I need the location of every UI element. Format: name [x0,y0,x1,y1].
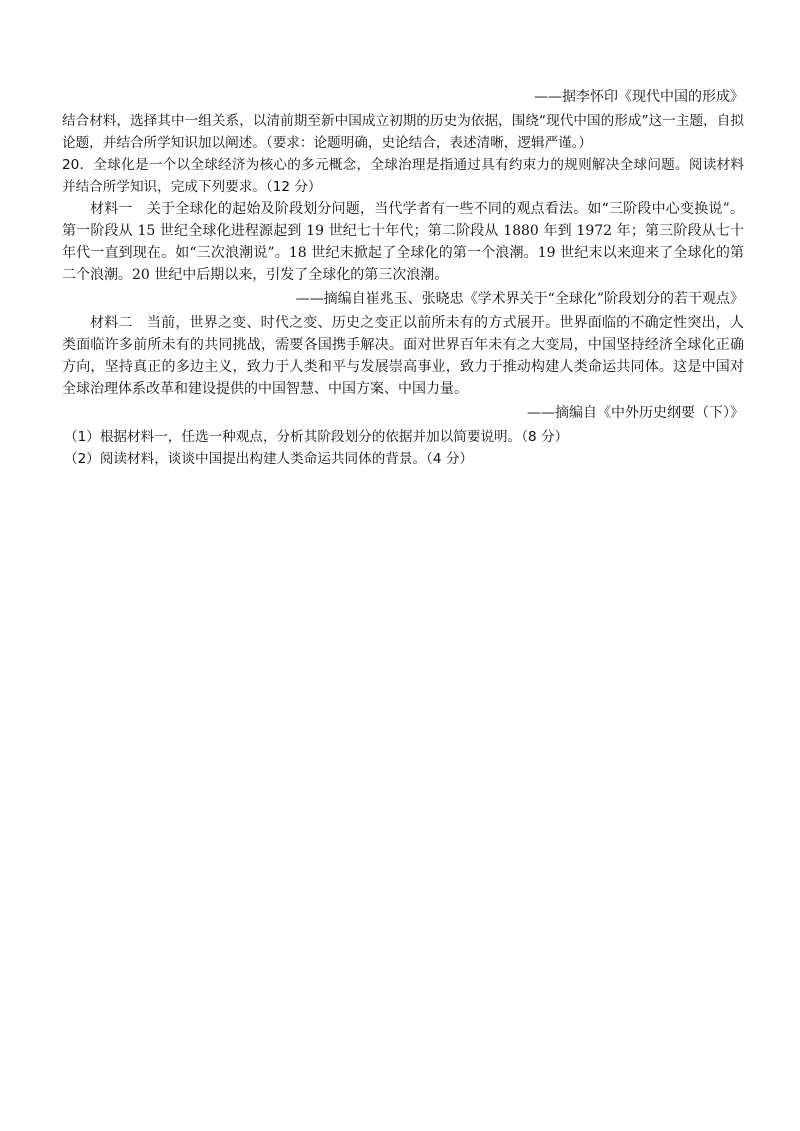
exam-page [62,84,744,470]
material-1-source: ——摘编自崔兆玉、张晓忠《学术界关于“全球化”阶段划分的若干观点》 [295,291,744,307]
material-1-text: 材料一 关于全球化的起始及阶段划分问题，当代学者有一些不同的观点看法。如“三阶段中心变换说”。第一阶段从 15 世纪全球化进程源起到 19 世纪七十年代；第二阶段从 1880 年到 1972 年；第三阶段从七十年代一直到现在。如“三次浪潮说”。18 世纪末掀起了全球化的第一个浪潮。19 世纪末以来迎来了全球化的第二个浪潮。20 世纪中后期以来，引发了全球化的第三次浪潮。 [62,201,744,283]
question-19-task: 结合材料，选择其中一组关系，以清前期至新中国成立初期的历史为依据，围绕“现代中国的形成”这一主题，自拟论题，并结合所学知识加以阐述。（要求：论题明确，史论结合，表述清晰，逻辑严谨。） [62,113,744,151]
material-2-text: 材料二 当前，世界之变、时代之变、历史之变正以前所未有的方式展开。世界面临的不确定性突出，人类面临许多前所未有的共同挑战，需要各国携手解决。面对世界百年未有之大变局，中国坚持经济全球化正确方向，坚持真正的多边主义，致力于人类和平与发展崇高事业，致力于推动构建人类命运共同体。这是中国对全球治理体系改革和建设提供的中国智慧、中国方案、中国力量。 [62,315,744,397]
material-2-source: ——摘编自《中外历史纲要（下）》 [527,405,744,421]
sub-question-2: （2）阅读材料，谈谈中国提出构建人类命运共同体的背景。（4 分） [64,451,474,467]
sub-question-1: （1）根据材料一，任选一种观点，分析其阶段划分的依据并加以简要说明。（8 分） [64,429,569,445]
source-citation: ——据李怀印《现代中国的形成》 [534,89,744,105]
question-20-intro: 20．全球化是一个以全球经济为核心的多元概念，全球治理是指通过具有约束力的规则解决全球问题。阅读材料并结合所学知识，完成下列要求。（12 分） [62,157,744,195]
